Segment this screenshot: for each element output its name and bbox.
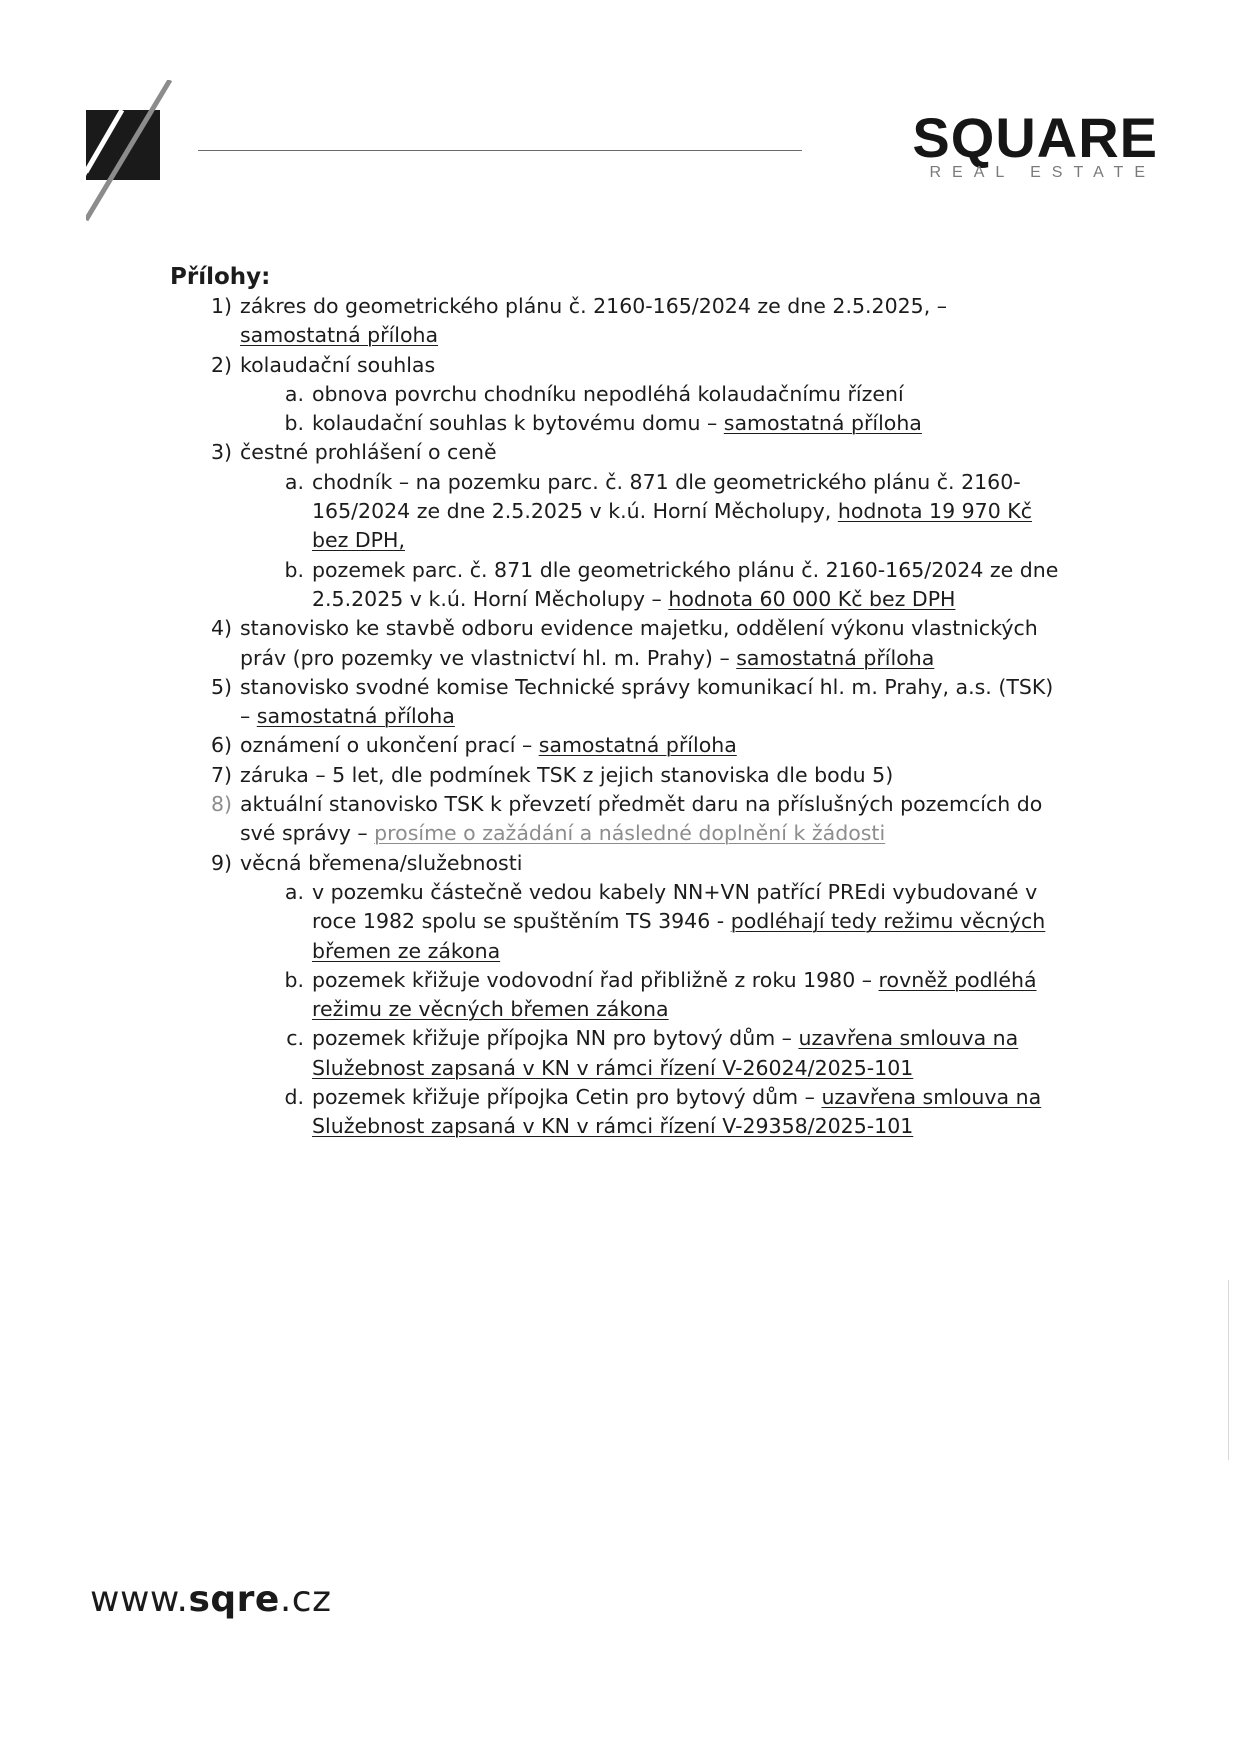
sub-item: [0, 878, 1070, 966]
sub-item: [0, 468, 1070, 556]
url-domain: sqre: [188, 1579, 280, 1620]
sub-item-text: pozemek parc. č. 871 dle geometrického plánu č. 2160-165/2024 ze dne 2.5.2025 v k.ú. Horní Měcholupy –: [312, 557, 1059, 611]
sub-item: [0, 556, 1070, 615]
sub-item-text: chodník – na pozemku parc. č. 871 dle geometrického plánu č. 2160-165/2024 ze dne 2.5.2025 v k.ú. Horní Měcholupy,: [312, 469, 1021, 524]
list-item: [0, 761, 1070, 790]
sub-item-letter: b.: [284, 967, 304, 992]
list-item: [0, 614, 1070, 673]
url-prefix: www.: [90, 1579, 189, 1620]
item-link: samostatná příloha: [240, 323, 439, 348]
sub-item: [0, 1083, 1070, 1142]
brand-wordmark: [828, 106, 1158, 190]
item-number: 8): [210, 792, 232, 817]
sub-item-text: v pozemku částečně vedou kabely NN+VN patřící PREdi vybudované v roce 1982 spolu se spuštěním TS 3946 -: [312, 879, 1038, 934]
item-link: prosíme o zažádání a následné doplnění k žádosti: [374, 821, 886, 846]
item-number: 5): [210, 674, 232, 699]
item-number: 3): [210, 440, 232, 465]
square-logo-icon: [86, 80, 186, 225]
attachments-heading: Přílohy:: [170, 264, 271, 290]
sub-item-text: pozemek křižuje přípojka NN pro bytový dům –: [312, 1026, 799, 1051]
sub-item-letter: d.: [284, 1085, 304, 1110]
item-text: věcná břemena/služebnosti: [240, 850, 523, 875]
list-item: [0, 731, 1070, 760]
sub-item-text: obnova povrchu chodníku nepodléhá kolaudačnímu řízení: [312, 381, 904, 406]
item-text: oznámení o ukončení prací –: [240, 733, 539, 758]
item-number: 7): [210, 762, 232, 787]
website-url: [90, 1578, 331, 1622]
item-text: stanovisko ke stavbě odboru evidence majetku, oddělení výkonu vlastnických práv (pro pozemky ve vlastnictví hl. m. Prahy) –: [240, 616, 1038, 670]
sub-item-link: uzavřena smlouva na Služebnost zapsaná v KN v rámci řízení V-26024/2025-101: [312, 1026, 1019, 1080]
item-number: 9): [210, 850, 232, 875]
list-item: [0, 292, 1070, 351]
item-text: záruka – 5 let, dle podmínek TSK z jejich stanoviska dle bodu 5): [240, 762, 894, 787]
item-text: stanovisko svodné komise Technické správy komunikací hl. m. Prahy, a.s. (TSK) –: [240, 674, 1054, 729]
sub-item-link: hodnota 60 000 Kč bez DPH: [668, 586, 956, 611]
sub-item-text: pozemek křižuje vodovodní řad přibližně z roku 1980 –: [312, 967, 879, 992]
brand-name: SQUARE: [912, 106, 1158, 169]
sub-item-letter: b.: [284, 557, 304, 582]
item-number: 2): [210, 352, 232, 377]
scan-edge-line: [1228, 1280, 1229, 1460]
sub-item: [0, 409, 1070, 438]
item-link: samostatná příloha: [736, 645, 935, 670]
sub-item-text: kolaudační souhlas k bytovému domu –: [312, 411, 724, 436]
list-item: [0, 673, 1070, 732]
url-suffix: .cz: [279, 1579, 332, 1620]
item-text: kolaudační souhlas: [240, 352, 436, 377]
item-number: 4): [210, 616, 232, 641]
sub-item: [0, 380, 1070, 409]
sub-item: [0, 1024, 1070, 1083]
sub-item-letter: b.: [284, 411, 304, 436]
item-text: aktuální stanovisko TSK k převzetí předmět daru na příslušných pozemcích do své správy –: [240, 792, 1043, 846]
sub-item-letter: a.: [284, 469, 304, 494]
item-text: čestné prohlášení o ceně: [240, 440, 497, 465]
sub-item-letter: a.: [284, 879, 304, 904]
list-item: [0, 351, 1070, 380]
item-number: 6): [210, 733, 232, 758]
list-item: [0, 790, 1070, 849]
list-item: [0, 438, 1070, 467]
sub-item-link: podléhají tedy režimu věcných břemen ze zákona: [312, 909, 1046, 963]
sub-item-link: samostatná příloha: [723, 411, 922, 436]
brand-tagline: REAL ESTATE: [929, 164, 1156, 181]
header-divider: [198, 150, 802, 151]
sub-item-link: hodnota 19 970 Kč bez DPH,: [312, 499, 1032, 553]
sub-item-link: rovněž podléhá režimu ze věcných břemen zákona: [312, 967, 1037, 1022]
item-link: samostatná příloha: [538, 733, 737, 758]
list-item: [0, 849, 1070, 878]
sub-item-letter: c.: [286, 1026, 304, 1051]
sub-item: [0, 966, 1070, 1025]
sub-item-letter: a.: [284, 381, 304, 406]
item-number: 1): [210, 294, 232, 318]
attachments-list: [0, 292, 1241, 1142]
item-link: samostatná příloha: [256, 704, 455, 729]
sub-item-link: uzavřena smlouva na Služebnost zapsaná v KN v rámci řízení V-29358/2025-101: [312, 1085, 1042, 1139]
sub-item-text: pozemek křižuje přípojka Cetin pro bytový dům –: [312, 1085, 822, 1110]
item-text: zákres do geometrického plánu č. 2160-165/2024 ze dne 2.5.2025, –: [240, 294, 947, 318]
